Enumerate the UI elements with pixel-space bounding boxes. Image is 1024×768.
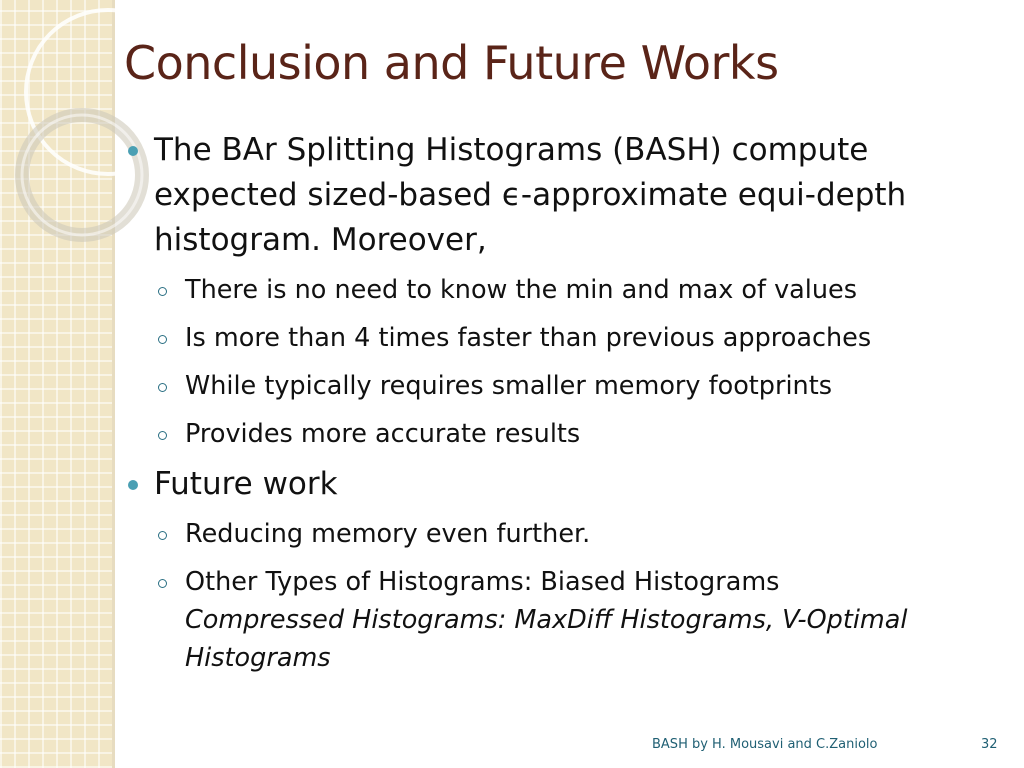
future-work-list [120, 510, 1000, 677]
sub-bullet [120, 314, 1000, 362]
ring-bullet-icon [158, 335, 167, 344]
page-number: 32 [981, 737, 998, 752]
ring-bullet-icon [158, 431, 167, 440]
bash-benefits-list [120, 266, 1000, 458]
footer-text: BASH by H. Mousavi and C.Zaniolo [652, 737, 878, 752]
sub-bullet [120, 362, 1000, 410]
sub-bullet-italic-text: Compressed Histograms: MaxDiff Histograms, V-Optimal Histograms [185, 605, 908, 673]
bullet-text: The BAr Splitting Histograms (BASH) compute expected sized-based ϵ-approximate equi-depth histogram. Moreover, [154, 132, 907, 258]
slide-title: Conclusion and Future Works [124, 36, 779, 90]
sub-bullet-text: Provides more accurate results [185, 419, 581, 449]
sub-bullet [120, 558, 1000, 677]
sub-bullet [120, 510, 1000, 558]
sub-bullet [120, 410, 1000, 458]
ring-bullet-icon [158, 383, 167, 392]
ring-bullet-icon [158, 531, 167, 540]
sub-bullet-text: While typically requires smaller memory footprints [185, 371, 832, 401]
sub-bullet [120, 266, 1000, 314]
bullet-dot-icon [128, 146, 138, 156]
sub-bullet-text: There is no need to know the min and max of values [185, 275, 858, 305]
ring-bullet-icon [158, 287, 167, 296]
sub-bullet-text: Other Types of Histograms: Biased Histograms [185, 567, 780, 597]
bullet-bash-summary [120, 128, 1000, 263]
sub-bullet-text: Is more than 4 times faster than previous approaches [185, 323, 872, 353]
sub-bullet-text: Reducing memory even further. [185, 519, 591, 549]
ring-bullet-icon [158, 579, 167, 588]
bullet-text: Future work [154, 466, 338, 502]
bullet-future-work [120, 462, 1000, 507]
bullet-dot-icon [128, 480, 138, 490]
slide-content [120, 128, 1000, 677]
